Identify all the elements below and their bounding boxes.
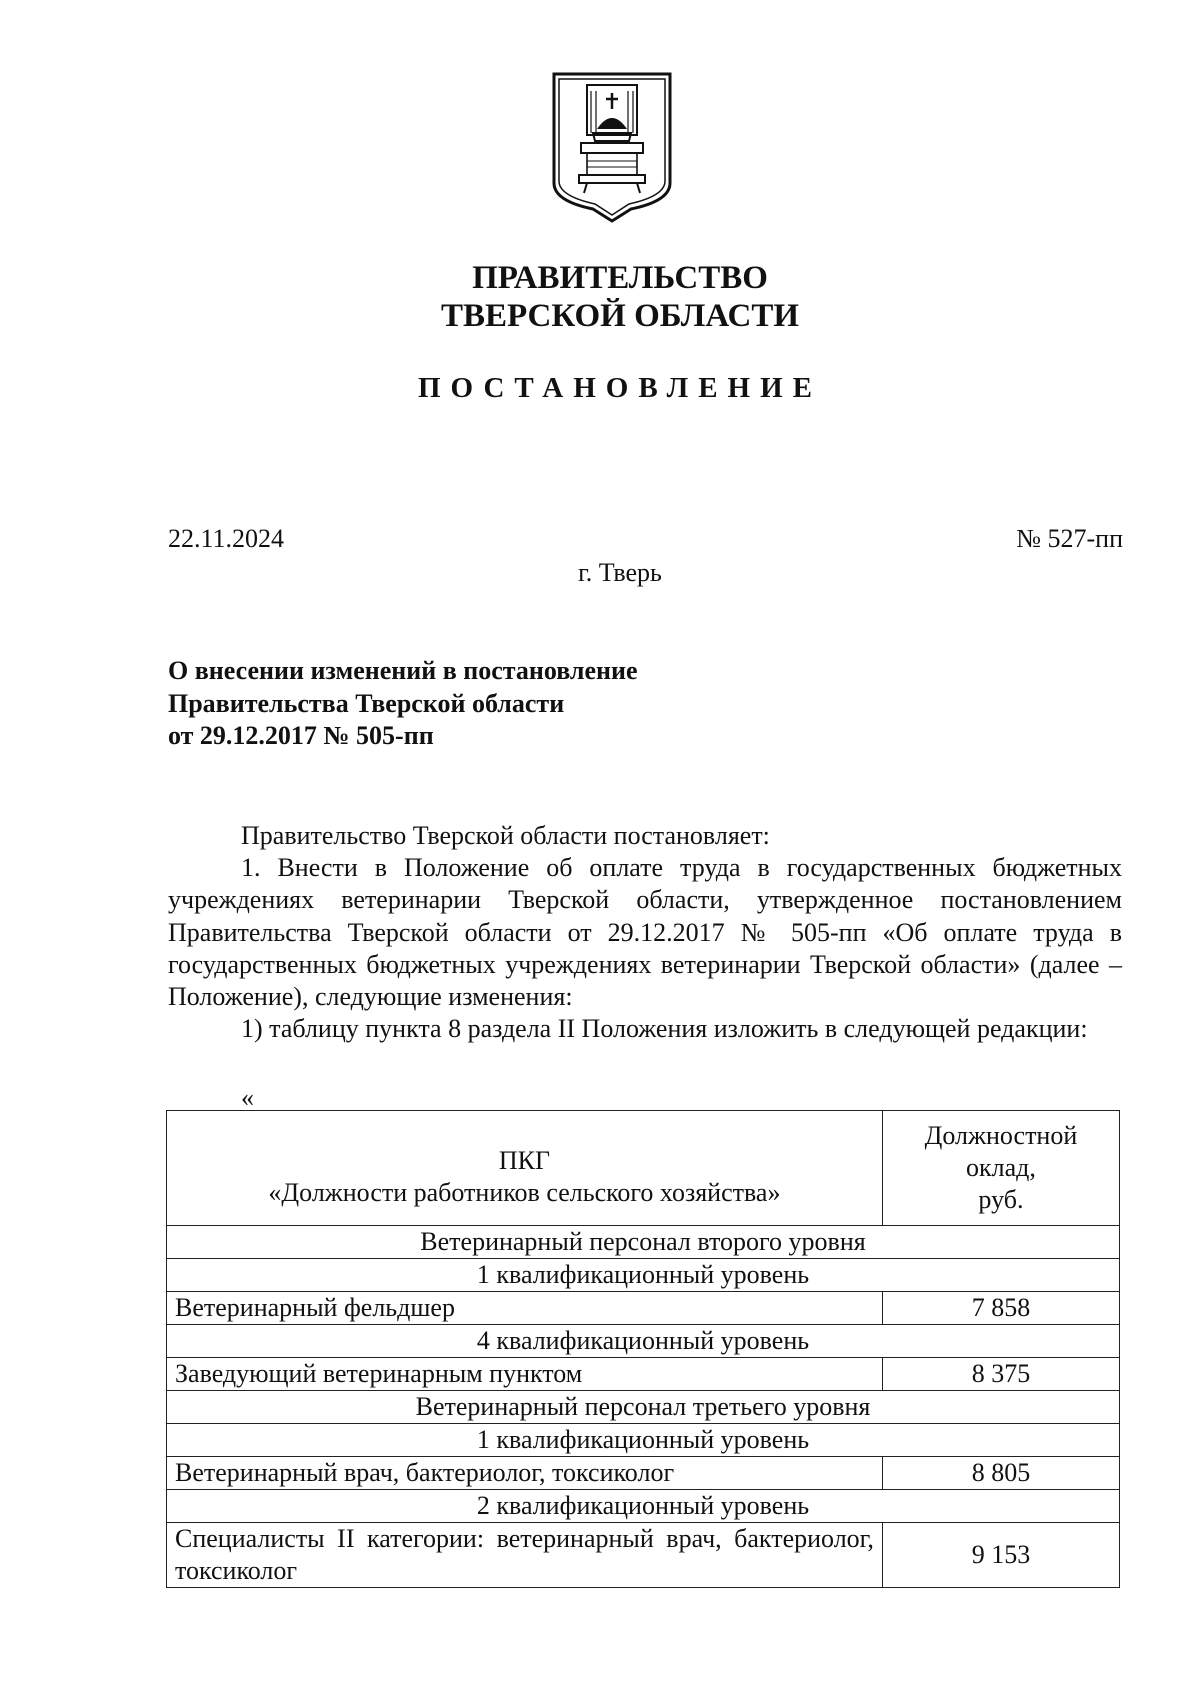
position-name: Специалисты II категории: ветеринарный врач, бактериолог, токсиколог [167, 1523, 883, 1588]
table-row [167, 1292, 1120, 1325]
table-row [167, 1358, 1120, 1391]
table-header-row [167, 1111, 1120, 1226]
title-line3: от 29.12.2017 № 505-пп [168, 721, 434, 750]
level-label: 1 квалификационный уровень [167, 1424, 1120, 1457]
document-type: ПОСТАНОВЛЕНИЕ [417, 372, 822, 404]
header-salary-line3: руб. [978, 1185, 1024, 1214]
table-level-row [167, 1490, 1120, 1523]
header-pkg-cell [167, 1111, 883, 1226]
table-group-row [167, 1391, 1120, 1424]
body-paragraph-2: 1. Внести в Положение об оплате труда в государственных бюджетных учреждениях ветеринарии Тверской области, утвержденное постановлением Правительства Тверской области от 29.12.2017 № 505-пп «Об оплате труда в государственных бюджетных учреждениях ветеринарии Тверской области» (далее – Положение), следующие изменения: [168, 853, 1122, 1012]
table-level-row [167, 1424, 1120, 1457]
table-row [167, 1457, 1120, 1490]
body-paragraph-3: 1) таблицу пункта 8 раздела II Положения изложить в следующей редакции: [241, 1014, 1088, 1044]
header-salary-cell [882, 1111, 1119, 1226]
salary-value: 8 805 [882, 1457, 1119, 1490]
document-city: г. Тверь [578, 558, 662, 587]
level-label: 2 квалификационный уровень [167, 1490, 1120, 1523]
document-title [168, 655, 638, 753]
title-line2: Правительства Тверской области [168, 688, 565, 718]
coat-of-arms-emblem [551, 71, 673, 223]
position-name: Заведующий ветеринарным пунктом [167, 1358, 883, 1391]
level-label: 4 квалификационный уровень [167, 1325, 1120, 1358]
salary-table [166, 1110, 1120, 1588]
table-level-row [167, 1259, 1120, 1292]
org-name-line2: ТВЕРСКОЙ ОБЛАСТИ [440, 298, 800, 334]
document-date: 22.11.2024 [168, 524, 285, 553]
table-group-row [167, 1226, 1120, 1259]
body-paragraph-1: Правительство Тверской области постановляет: [241, 821, 770, 850]
salary-value: 8 375 [882, 1358, 1119, 1391]
header-salary-line1: Должностной [924, 1121, 1078, 1150]
org-name-line1: ПРАВИТЕЛЬСТВО [472, 260, 768, 296]
level-label: 1 квалификационный уровень [167, 1259, 1120, 1292]
header-pkg-label: ПКГ [498, 1146, 551, 1175]
title-line1: О внесении изменений в постановление [168, 656, 638, 685]
document-number: № 527-пп [1016, 524, 1123, 553]
salary-value: 7 858 [882, 1292, 1119, 1325]
header-salary-line2: оклад, [966, 1153, 1036, 1182]
document-body [168, 820, 1122, 1045]
table-row [167, 1523, 1120, 1588]
quote-open-mark: « [241, 1083, 254, 1112]
position-name: Ветеринарный фельдшер [167, 1292, 883, 1325]
table-level-row [167, 1325, 1120, 1358]
group-label: Ветеринарный персонал второго уровня [167, 1226, 1120, 1259]
salary-value: 9 153 [882, 1523, 1119, 1588]
header-pkg-desc: «Должности работников сельского хозяйства» [268, 1178, 781, 1207]
group-label: Ветеринарный персонал третьего уровня [167, 1391, 1120, 1424]
position-name: Ветеринарный врач, бактериолог, токсиколог [167, 1457, 883, 1490]
